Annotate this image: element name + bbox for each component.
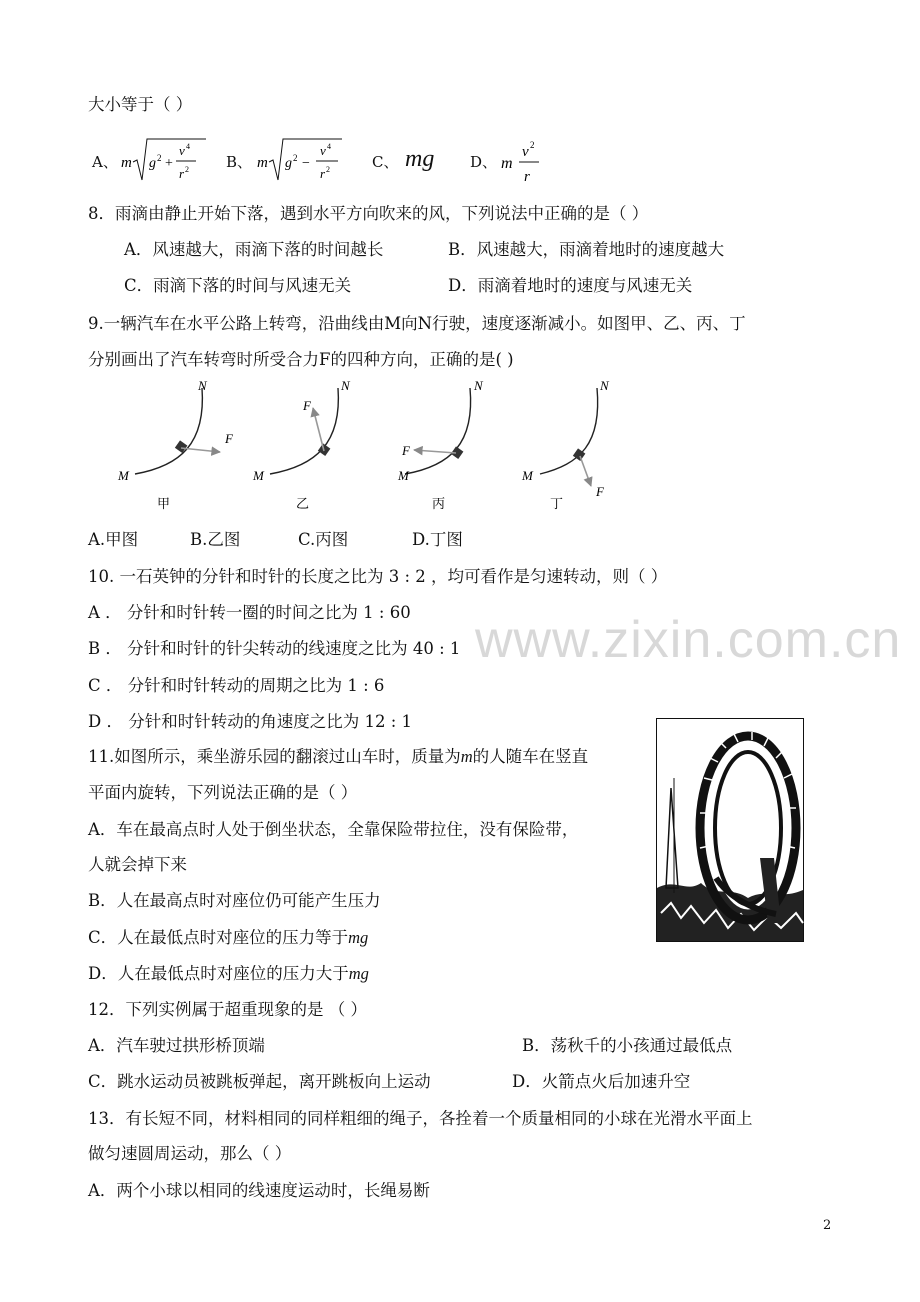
q13-option-a: A．两个小球以相同的线速度运动时，长绳易断: [88, 1181, 430, 1200]
figure-jia: [117, 378, 234, 483]
svg-text:2: 2: [293, 153, 298, 163]
q8-option-d: D．雨滴着地时的速度与风速无关: [448, 276, 693, 295]
label-f: F: [303, 398, 311, 413]
q11-stem-line1-post: 的人随车在竖直: [472, 747, 589, 766]
q7-formula-a: [118, 134, 208, 190]
svg-text:2: 2: [326, 165, 330, 174]
label-f: F: [225, 431, 233, 446]
q8-option-a: A．风速越大，雨滴下落的时间越长: [124, 240, 384, 259]
q11-option-c: C．人在最低点时对座位的压力等于: [88, 928, 349, 947]
q10-option-b: B ． 分针和时针的针尖转动的线速度之比为 40 : 1: [88, 639, 461, 658]
label-n: N: [600, 378, 609, 393]
svg-text:v: v: [320, 143, 326, 158]
watermark: www.zixin.com.cn: [475, 611, 902, 669]
q7-formula-b: [254, 134, 346, 190]
q11-stem-line2: 平面内旋转，下列说法正确的是（ ）: [88, 783, 358, 802]
svg-text:v: v: [179, 143, 185, 158]
figure-bing: [397, 378, 484, 483]
label-n: N: [474, 378, 483, 393]
q12-option-d: D．火箭点火后加速升空: [512, 1072, 691, 1091]
q7-formula-c: mg: [405, 146, 435, 172]
q9-stem-line1: 9.一辆汽车在水平公路上转弯，沿曲线由M向N行驶，速度逐渐减小。如图甲、乙、丙、丁: [88, 314, 746, 333]
svg-text:2: 2: [185, 165, 189, 174]
q7-option-c-label: C、: [372, 153, 399, 171]
roller-coaster-image: [656, 718, 804, 942]
q11-option-c-mg: mg: [348, 928, 369, 947]
q11-option-d-mg: mg: [348, 964, 369, 983]
q7-formula-d: [498, 134, 548, 190]
q7-stem-tail: 大小等于（ ）: [88, 95, 193, 114]
q9-option-c: C.丙图: [298, 530, 349, 549]
q13-stem-line2: 做匀速圆周运动，那么（ ）: [88, 1144, 292, 1163]
label-m: M: [253, 468, 264, 483]
q10-option-d: D ． 分针和时针转动的角速度之比为 12 : 1: [88, 712, 413, 731]
q11-option-a-line2: 人就会掉下来: [88, 855, 187, 874]
q8-stem: 8．雨滴由静止开始下落，遇到水平方向吹来的风，下列说法中正确的是（ ）: [88, 204, 649, 223]
figure-yi: [252, 378, 351, 483]
q7-option-b-label: B、: [226, 153, 253, 171]
figure-ding: [521, 378, 610, 499]
svg-text:4: 4: [186, 142, 190, 151]
svg-text:4: 4: [327, 142, 331, 151]
q11-option-d: D．人在最低点时对座位的压力大于: [88, 964, 349, 983]
q8-option-c: C．雨滴下落的时间与风速无关: [124, 276, 352, 295]
svg-text:2: 2: [157, 153, 162, 163]
svg-text:2: 2: [530, 140, 535, 150]
q10-stem: 10. 一石英钟的分针和时针的长度之比为 3 : 2 ，均可看作是匀速转动，则（ ）: [88, 567, 668, 586]
label-f: F: [402, 443, 410, 458]
svg-text:g: g: [285, 156, 292, 171]
label-m: M: [118, 468, 129, 483]
q9-option-b: B.乙图: [190, 530, 241, 549]
svg-text:m: m: [121, 155, 132, 171]
label-m: M: [398, 468, 409, 483]
q12-option-a: A．汽车驶过拱形桥顶端: [88, 1036, 265, 1055]
svg-text:m: m: [257, 155, 268, 171]
page-number: 2: [823, 1218, 832, 1233]
svg-text:g: g: [149, 156, 156, 171]
q11-option-b: B．人在最高点时对座位仍可能产生压力: [88, 891, 381, 910]
q8-option-b: B．风速越大，雨滴着地时的速度越大: [448, 240, 725, 259]
svg-text:r: r: [524, 169, 530, 185]
fig-label-yi: 乙: [296, 496, 310, 511]
svg-text:r: r: [179, 166, 185, 181]
q11-option-a-line1: A．车在最高点时人处于倒坐状态，全靠保险带拉住，没有保险带，: [88, 820, 579, 839]
label-n: N: [341, 378, 350, 393]
svg-text:+: +: [165, 156, 173, 171]
fig-label-bing: 丙: [432, 496, 446, 511]
svg-text:m: m: [501, 155, 513, 172]
q7-option-d-label: D、: [470, 153, 498, 171]
fig-label-ding: 丁: [550, 496, 564, 511]
svg-text:v: v: [522, 144, 529, 160]
q12-stem: 12．下列实例属于超重现象的是 （ ）: [88, 1000, 367, 1019]
q10-option-a: A ． 分针和时针转一圈的时间之比为 1 : 60: [88, 603, 411, 622]
q9-option-a: A.甲图: [88, 530, 139, 549]
q11-stem-line1-pre: 11.如图所示，乘坐游乐园的翻滚过山车时，质量为: [88, 747, 461, 766]
q9-figures: [110, 378, 630, 518]
q13-stem-line1: 13．有长短不同，材料相同的同样粗细的绳子，各拴着一个质量相同的小球在光滑水平面上: [88, 1109, 753, 1128]
q9-stem-line2: 分别画出了汽车转弯时所受合力F的四种方向，正确的是( ): [88, 350, 514, 369]
q10-option-c: C ． 分针和时针转动的周期之比为 1 : 6: [88, 676, 385, 695]
svg-text:−: −: [302, 156, 310, 171]
q11-mass-symbol: m: [460, 747, 473, 766]
fig-label-jia: 甲: [157, 496, 171, 511]
q9-option-d: D.丁图: [412, 530, 463, 549]
label-f: F: [596, 484, 604, 499]
label-n: N: [198, 378, 207, 393]
q12-option-c: C．跳水运动员被跳板弹起，离开跳板向上运动: [88, 1072, 431, 1091]
svg-text:r: r: [320, 166, 326, 181]
label-m: M: [522, 468, 533, 483]
q12-option-b: B．荡秋千的小孩通过最低点: [522, 1036, 733, 1055]
q7-option-a-label: A、: [92, 153, 118, 171]
